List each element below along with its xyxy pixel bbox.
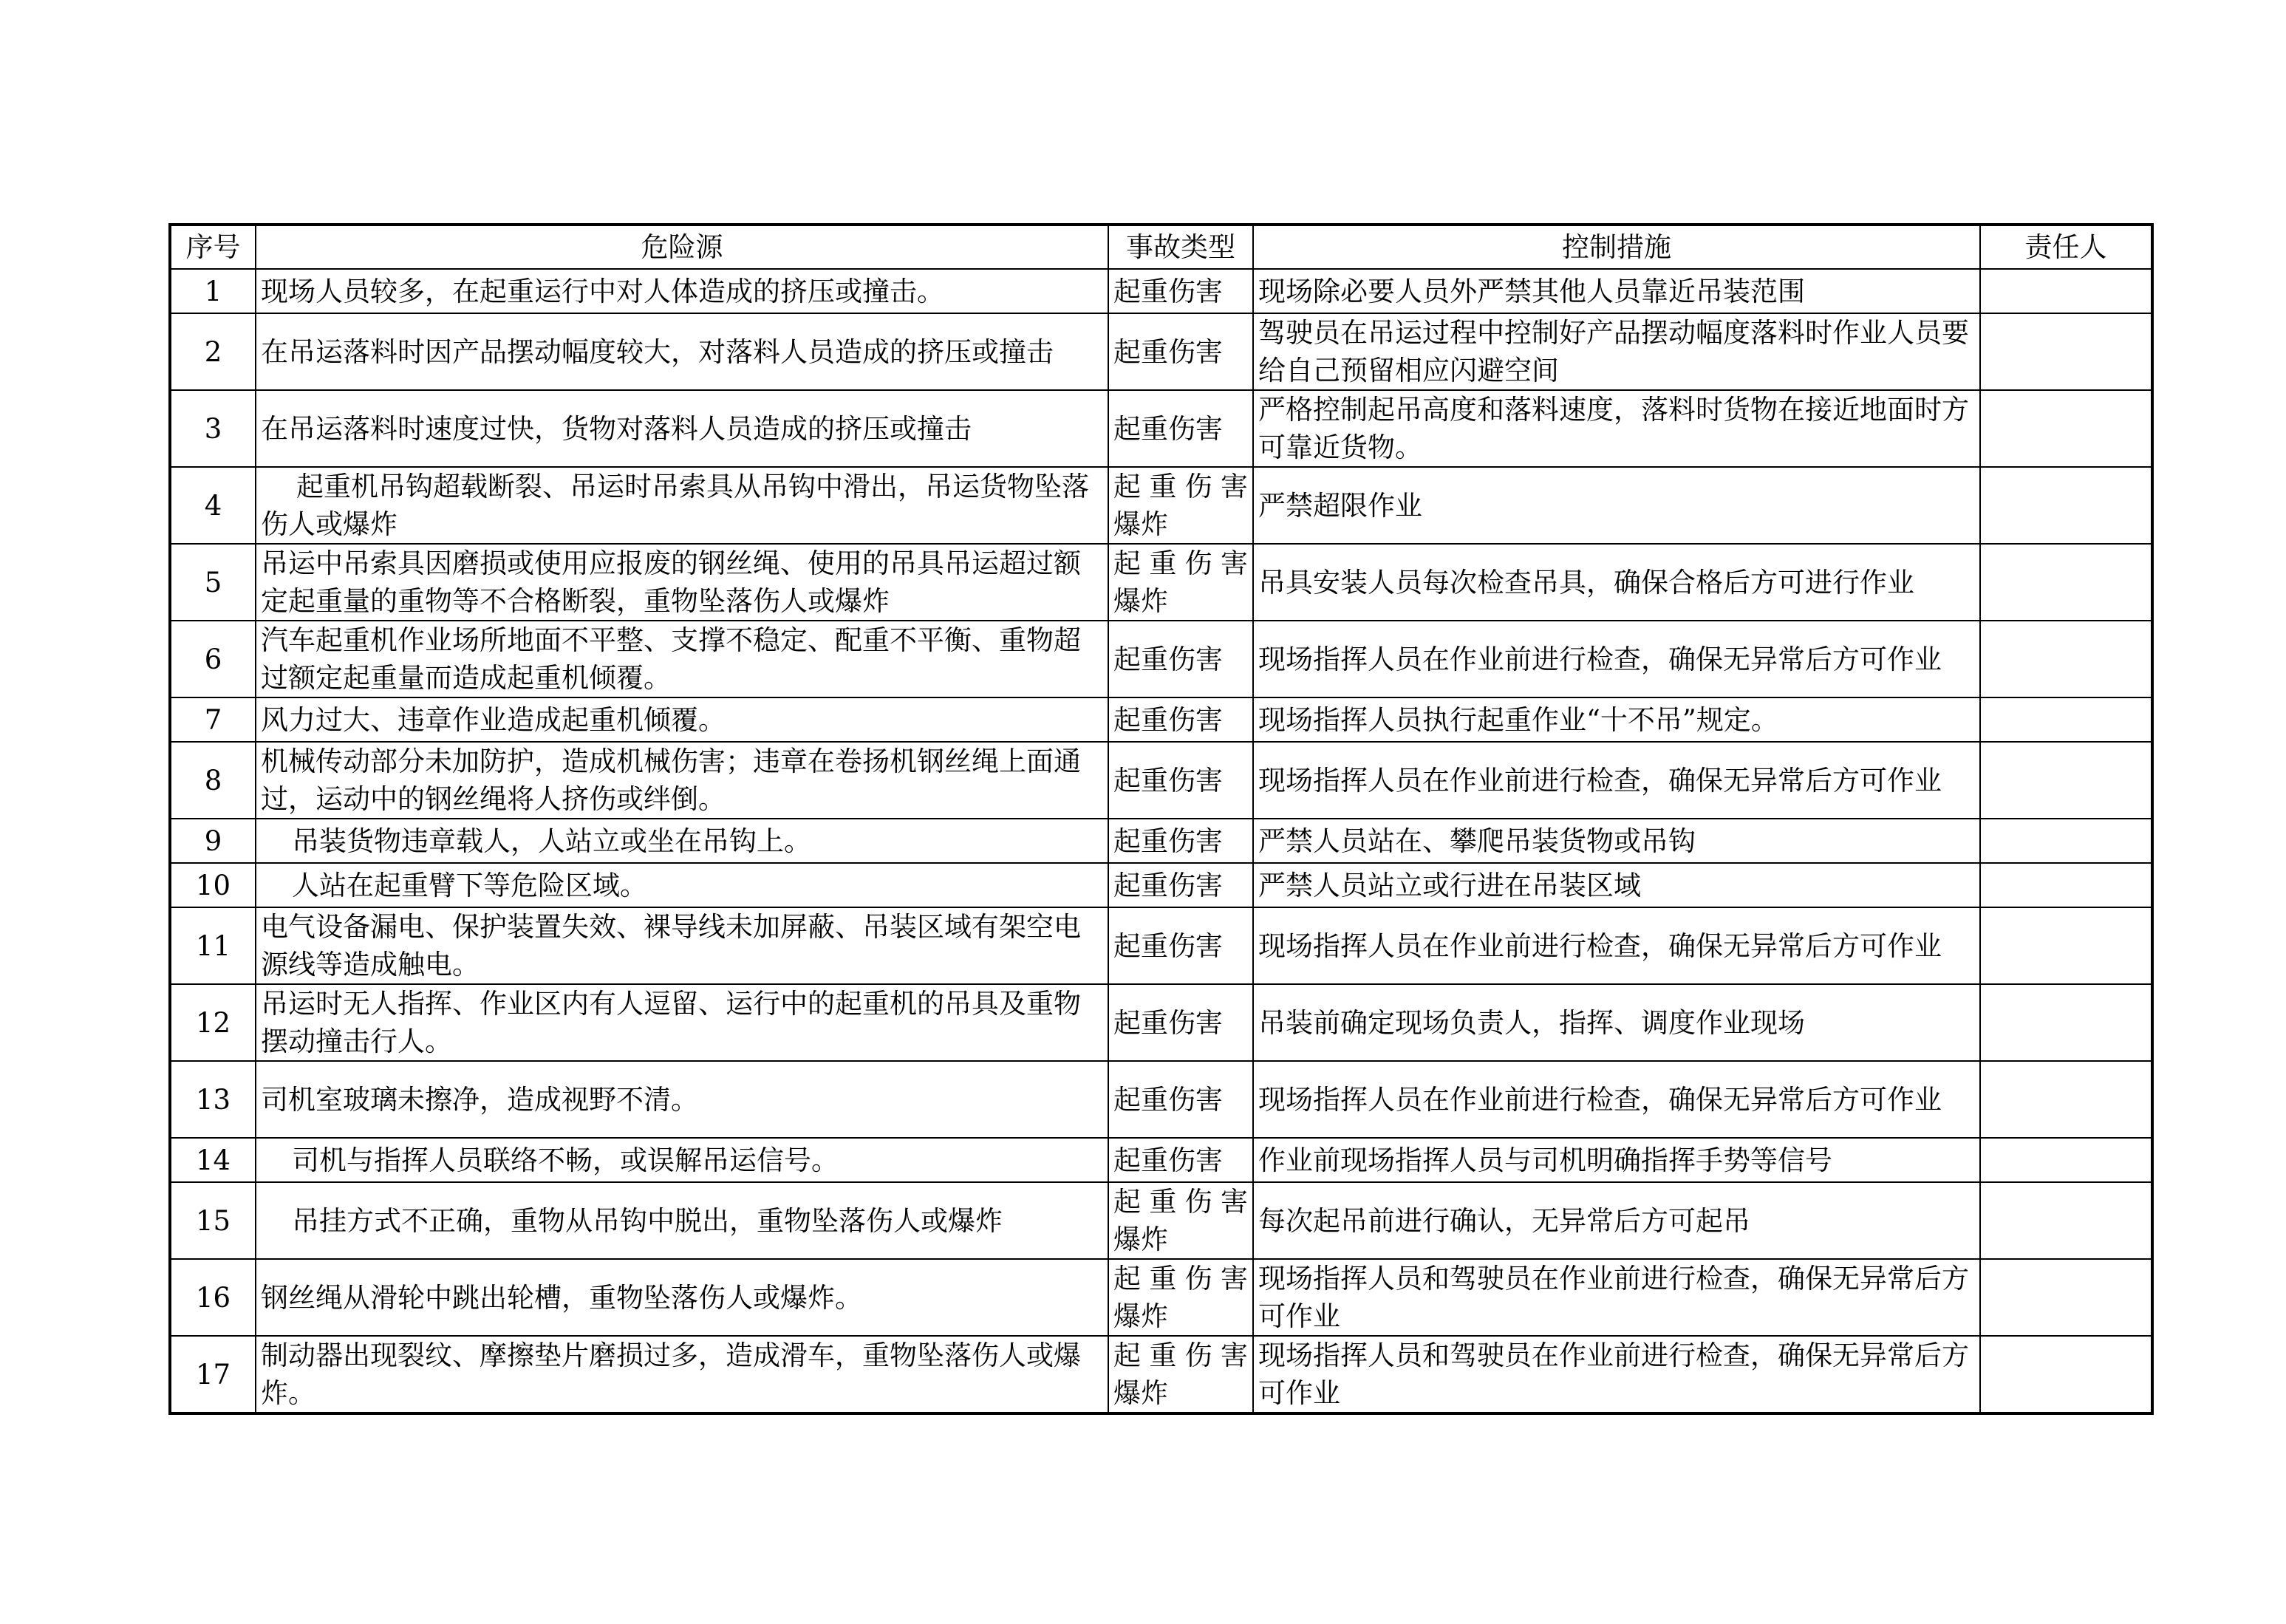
row-control: 现场指挥人员在作业前进行检查，确保无异常后方可作业 (1253, 907, 1980, 984)
row-hazard: 在吊运落料时速度过快，货物对落料人员造成的挤压或撞击 (256, 390, 1108, 467)
table-row (170, 697, 2152, 742)
row-accident-type: 起重伤害 (1108, 863, 1253, 907)
table-row (170, 1182, 2152, 1259)
row-no: 1 (170, 269, 256, 313)
table-header-row (170, 225, 2152, 269)
row-accident-type: 起重伤害 (1108, 269, 1253, 313)
row-hazard: 司机室玻璃未擦净，造成视野不清。 (256, 1061, 1108, 1138)
row-no: 5 (170, 544, 256, 621)
row-accident-type: 起重伤害 (1108, 621, 1253, 697)
table-row (170, 742, 2152, 819)
row-hazard: 吊装货物违章载人，人站立或坐在吊钩上。 (256, 819, 1108, 863)
row-owner (1980, 1061, 2152, 1138)
row-control: 现场指挥人员在作业前进行检查，确保无异常后方可作业 (1253, 742, 1980, 819)
table-row (170, 1061, 2152, 1138)
row-hazard: 在吊运落料时因产品摆动幅度较大，对落料人员造成的挤压或撞击 (256, 313, 1108, 390)
header-accident-type: 事故类型 (1108, 225, 1253, 269)
row-hazard: 汽车起重机作业场所地面不平整、支撑不稳定、配重不平衡、重物超过额定起重量而造成起重机倾覆。 (256, 621, 1108, 697)
row-no: 14 (170, 1138, 256, 1182)
row-no: 4 (170, 467, 256, 544)
row-accident-type: 起重伤害爆炸 (1108, 1336, 1253, 1413)
row-control: 现场指挥人员和驾驶员在作业前进行检查，确保无异常后方可作业 (1253, 1259, 1980, 1336)
row-owner (1980, 984, 2152, 1061)
row-no: 13 (170, 1061, 256, 1138)
row-owner (1980, 1138, 2152, 1182)
row-owner (1980, 269, 2152, 313)
table-row (170, 621, 2152, 697)
table-row (170, 863, 2152, 907)
table-row (170, 1336, 2152, 1413)
row-no: 11 (170, 907, 256, 984)
row-hazard: 现场人员较多，在起重运行中对人体造成的挤压或撞击。 (256, 269, 1108, 313)
row-no: 17 (170, 1336, 256, 1413)
row-owner (1980, 819, 2152, 863)
row-control: 严禁人员站立或行进在吊装区域 (1253, 863, 1980, 907)
row-control: 严格控制起吊高度和落料速度，落料时货物在接近地面时方可靠近货物。 (1253, 390, 1980, 467)
row-no: 2 (170, 313, 256, 390)
row-accident-type: 起重伤害爆炸 (1108, 1182, 1253, 1259)
row-control: 驾驶员在吊运过程中控制好产品摆动幅度落料时作业人员要给自己预留相应闪避空间 (1253, 313, 1980, 390)
row-hazard: 吊挂方式不正确，重物从吊钩中脱出，重物坠落伤人或爆炸 (256, 1182, 1108, 1259)
row-control: 现场指挥人员执行起重作业“十不吊”规定。 (1253, 697, 1980, 742)
row-hazard: 人站在起重臂下等危险区域。 (256, 863, 1108, 907)
row-accident-type: 起重伤害 (1108, 742, 1253, 819)
table-row (170, 984, 2152, 1061)
table-row (170, 1259, 2152, 1336)
row-control: 严禁人员站在、攀爬吊装货物或吊钩 (1253, 819, 1980, 863)
row-no: 10 (170, 863, 256, 907)
row-accident-type: 起重伤害爆炸 (1108, 544, 1253, 621)
row-hazard: 制动器出现裂纹、摩擦垫片磨损过多，造成滑车，重物坠落伤人或爆炸。 (256, 1336, 1108, 1413)
table-row (170, 907, 2152, 984)
row-control: 每次起吊前进行确认，无异常后方可起吊 (1253, 1182, 1980, 1259)
row-owner (1980, 907, 2152, 984)
row-owner (1980, 742, 2152, 819)
table-row (170, 467, 2152, 544)
row-owner (1980, 544, 2152, 621)
table-row (170, 819, 2152, 863)
row-no: 7 (170, 697, 256, 742)
table-row (170, 1138, 2152, 1182)
table-row (170, 313, 2152, 390)
row-accident-type: 起重伤害爆炸 (1108, 1259, 1253, 1336)
row-control: 作业前现场指挥人员与司机明确指挥手势等信号 (1253, 1138, 1980, 1182)
hazard-control-table (168, 223, 2154, 1415)
row-owner (1980, 1182, 2152, 1259)
row-no: 9 (170, 819, 256, 863)
row-hazard: 机械传动部分未加防护，造成机械伤害；违章在卷扬机钢丝绳上面通过，运动中的钢丝绳将人挤伤或绊倒。 (256, 742, 1108, 819)
header-hazard: 危险源 (256, 225, 1108, 269)
row-accident-type: 起重伤害 (1108, 907, 1253, 984)
row-control: 现场指挥人员在作业前进行检查，确保无异常后方可作业 (1253, 621, 1980, 697)
row-hazard: 风力过大、违章作业造成起重机倾覆。 (256, 697, 1108, 742)
row-hazard: 钢丝绳从滑轮中跳出轮槽，重物坠落伤人或爆炸。 (256, 1259, 1108, 1336)
row-owner (1980, 467, 2152, 544)
row-accident-type: 起重伤害 (1108, 390, 1253, 467)
row-control: 严禁超限作业 (1253, 467, 1980, 544)
row-owner (1980, 313, 2152, 390)
row-hazard: 起重机吊钩超载断裂、吊运时吊索具从吊钩中滑出，吊运货物坠落伤人或爆炸 (256, 467, 1108, 544)
row-control: 吊具安装人员每次检查吊具，确保合格后方可进行作业 (1253, 544, 1980, 621)
row-owner (1980, 390, 2152, 467)
table-row (170, 269, 2152, 313)
row-no: 8 (170, 742, 256, 819)
row-owner (1980, 1336, 2152, 1413)
row-no: 6 (170, 621, 256, 697)
row-control: 现场指挥人员和驾驶员在作业前进行检查，确保无异常后方可作业 (1253, 1336, 1980, 1413)
row-accident-type: 起重伤害 (1108, 819, 1253, 863)
row-hazard: 吊运时无人指挥、作业区内有人逗留、运行中的起重机的吊具及重物摆动撞击行人。 (256, 984, 1108, 1061)
row-no: 15 (170, 1182, 256, 1259)
row-no: 16 (170, 1259, 256, 1336)
row-accident-type: 起重伤害 (1108, 984, 1253, 1061)
row-control: 现场指挥人员在作业前进行检查，确保无异常后方可作业 (1253, 1061, 1980, 1138)
row-accident-type: 起重伤害爆炸 (1108, 467, 1253, 544)
row-hazard: 吊运中吊索具因磨损或使用应报废的钢丝绳、使用的吊具吊运超过额定起重量的重物等不合格断裂，重物坠落伤人或爆炸 (256, 544, 1108, 621)
header-owner: 责任人 (1980, 225, 2152, 269)
row-owner (1980, 697, 2152, 742)
row-accident-type: 起重伤害 (1108, 1138, 1253, 1182)
table-row (170, 544, 2152, 621)
row-owner (1980, 863, 2152, 907)
row-owner (1980, 621, 2152, 697)
row-accident-type: 起重伤害 (1108, 313, 1253, 390)
row-accident-type: 起重伤害 (1108, 1061, 1253, 1138)
row-hazard: 电气设备漏电、保护装置失效、裸导线未加屏蔽、吊装区域有架空电源线等造成触电。 (256, 907, 1108, 984)
header-no: 序号 (170, 225, 256, 269)
row-no: 12 (170, 984, 256, 1061)
row-hazard: 司机与指挥人员联络不畅，或误解吊运信号。 (256, 1138, 1108, 1182)
table-row (170, 390, 2152, 467)
row-control: 现场除必要人员外严禁其他人员靠近吊装范围 (1253, 269, 1980, 313)
row-owner (1980, 1259, 2152, 1336)
header-control: 控制措施 (1253, 225, 1980, 269)
row-accident-type: 起重伤害 (1108, 697, 1253, 742)
row-no: 3 (170, 390, 256, 467)
row-control: 吊装前确定现场负责人，指挥、调度作业现场 (1253, 984, 1980, 1061)
